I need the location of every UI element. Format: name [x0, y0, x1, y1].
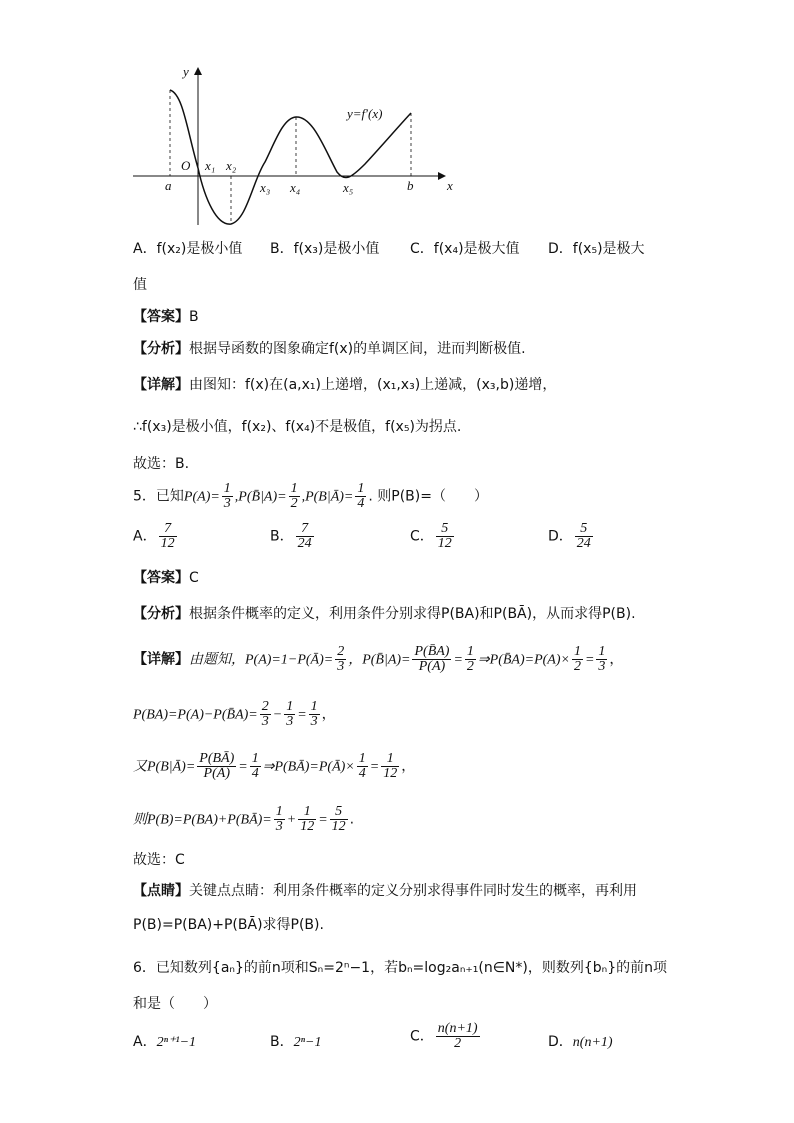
analysis-tag: 【分析】 [133, 341, 189, 357]
fraction: $\frac{5}{12}$ [331, 804, 346, 834]
q5-option-c[interactable]: C． $\frac{5}{12}$ [410, 521, 452, 551]
math-text: − [272, 707, 283, 723]
q4-detail-line-1 [133, 374, 556, 394]
math-text: = [584, 652, 595, 668]
q5-stem [133, 482, 488, 511]
point-a-label: a [165, 178, 172, 193]
point-x4-label: x₄ [290, 180, 301, 195]
fraction: $\frac{1}{3}$ [223, 481, 231, 511]
detail-text: 由图知：f(x)在(a,x₁)上递增，(x₁,x₃)上递减，(x₃,b)递增， [189, 377, 557, 393]
math-text: 又P(B|Ā)= [133, 759, 196, 775]
fraction: $\frac{1}{12}$ [300, 804, 315, 834]
q4-option-d[interactable] [548, 238, 645, 258]
math-text: P(BA)=P(A)−P(B̄A)= [133, 707, 258, 723]
q6-stem-1 [133, 957, 667, 977]
fraction: $\frac{1}{12}$ [383, 751, 398, 781]
q5-choice: 故选：C [133, 852, 185, 868]
math-text: + [286, 812, 297, 828]
math-text: 由题知，P(A)=1−P(Ā)= [189, 652, 334, 668]
detail-tag: 【详解】 [133, 377, 189, 393]
analysis-text: 根据条件概率的定义，利用条件分别求得P(BA)和P(BĀ)，从而求得P(B). [189, 606, 636, 622]
math-text: = [318, 812, 328, 828]
point-x3-label: x₃ [260, 180, 271, 195]
fraction: $\frac{P(BĀ)}{P(Ā)}$ [199, 751, 235, 781]
q5-analysis [133, 603, 636, 623]
q6-option-b[interactable] [270, 1031, 321, 1051]
fraction: $\frac{P(B̄A)}{P(A)}$ [414, 644, 450, 674]
math-text: = [369, 759, 380, 775]
fraction: $\frac{2}{3}$ [337, 644, 345, 674]
q6-option-d[interactable] [548, 1031, 613, 1051]
math-text: 则P(B)=P(BA)+P(BĀ)= [133, 812, 272, 828]
math-text: ， [321, 706, 336, 723]
question-number: 6． [133, 960, 156, 976]
q4-option-d-wrap: 值 [133, 277, 147, 293]
option-text: f(x₅)是极大 [572, 241, 645, 257]
option-letter: A． [133, 241, 157, 257]
q6-option-c[interactable]: C． $\frac{n(n+1)}{2}$ [410, 1021, 478, 1051]
q4-option-c[interactable] [410, 238, 520, 258]
stem-part: P(A)= [183, 489, 220, 505]
option-text: n(n+1) [572, 1035, 613, 1050]
option-text: f(x₄)是极大值 [433, 241, 520, 257]
q5-answer [133, 567, 199, 587]
origin-label: O [181, 158, 191, 173]
q5-detail-line-2 [133, 700, 336, 729]
point-x5-label: x₅ [343, 180, 354, 195]
q5-key-point [133, 880, 637, 900]
option-letter: B． [270, 1034, 294, 1050]
fraction: $\frac{1}{4}$ [251, 751, 259, 781]
option-letter: D． [548, 1034, 573, 1050]
q5-option-d[interactable]: D． $\frac{5}{24}$ [548, 521, 591, 551]
stem-part: ,P(B|Ā)= [301, 489, 354, 505]
q6-option-a[interactable] [133, 1031, 196, 1051]
math-text: = [453, 652, 463, 668]
q4-analysis [133, 338, 526, 358]
option-letter: C． [410, 528, 434, 545]
math-text: ，P(B̄|A)= [348, 652, 411, 668]
option-letter: C． [410, 241, 434, 257]
q4-option-b[interactable] [270, 238, 379, 258]
math-text: ， [609, 651, 624, 668]
point-x1-label: x₁ [205, 158, 216, 173]
fraction: $\frac{1}{2}$ [290, 481, 298, 511]
math-text: = [238, 759, 248, 775]
point-x2-label: x₂ [226, 158, 237, 173]
key-text: 关键点点睛：利用条件概率的定义分别求得事件同时发生的概率，再利用 [189, 883, 637, 899]
fraction: $\frac{1}{3}$ [275, 804, 283, 834]
q5-detail-line-4 [133, 805, 354, 834]
option-letter: D． [548, 241, 573, 257]
q4-choice: 故选：B. [133, 456, 190, 472]
math-text: . [349, 811, 355, 828]
point-b-label: b [407, 178, 414, 193]
answer-tag: 【答案】 [133, 570, 189, 586]
q4-detail-line-2: ∴f(x₃)是极小值，f(x₂)、f(x₄)不是极值，f(x₅)为拐点. [133, 419, 462, 435]
q5-option-b[interactable]: B． $\frac{7}{24}$ [270, 521, 312, 551]
fraction: $\frac{1}{3}$ [598, 644, 606, 674]
q5-detail-line-3 [133, 752, 415, 781]
option-text: 2ⁿ⁺¹−1 [156, 1035, 197, 1050]
stem-part: . 则P(B)=（ ） [368, 488, 488, 505]
option-text: f(x₃)是极小值 [293, 241, 380, 257]
option-letter: D． [548, 528, 573, 545]
question-number: 5． [133, 488, 156, 505]
stem-part: ,P(B̄|A)= [234, 489, 287, 505]
analysis-tag: 【分析】 [133, 606, 189, 622]
math-text: ， [401, 758, 416, 775]
analysis-text: 根据导函数的图象确定f(x)的单调区间，进而判断极值. [189, 341, 526, 357]
q4-answer [133, 306, 199, 326]
fraction: $\frac{1}{3}$ [310, 699, 318, 729]
fraction: $\frac{1}{3}$ [286, 699, 294, 729]
fraction: $\frac{1}{4}$ [358, 751, 366, 781]
x-axis-label: x [447, 178, 453, 193]
answer-value: B [189, 309, 199, 325]
key-tag: 【点睛】 [133, 883, 189, 899]
option-letter: A． [133, 528, 157, 545]
math-text: = [297, 707, 307, 723]
option-letter: A． [133, 1034, 157, 1050]
answer-value: C [189, 570, 199, 586]
q6-stem-2: 和是（ ） [133, 996, 217, 1012]
q5-detail-line-1 [133, 645, 623, 674]
stem-text: 已知数列{aₙ}的前n项和Sₙ=2ⁿ−1，若bₙ=log₂aₙ₊₁(n∈N*)，则数列{bₙ}的前n项 [155, 960, 668, 976]
curve-label: y=f′(x) [347, 106, 383, 121]
option-text: f(x₂)是极小值 [156, 241, 243, 257]
math-text: ⇒P(B̄A)=P(A)× [477, 652, 570, 668]
q5-option-a[interactable]: A． $\frac{7}{12}$ [133, 521, 175, 551]
q4-option-a[interactable] [133, 238, 242, 258]
option-letter: B． [270, 241, 294, 257]
y-axis-label: y [183, 64, 189, 79]
fraction: $\frac{2}{3}$ [261, 699, 269, 729]
fraction: $\frac{1}{4}$ [357, 481, 365, 511]
math-text: ⇒P(BĀ)=P(Ā)× [262, 759, 355, 775]
fraction: $\frac{1}{2}$ [466, 644, 474, 674]
detail-tag: 【详解】 [133, 651, 189, 668]
option-letter: B． [270, 528, 294, 545]
option-text: 2ⁿ−1 [293, 1035, 322, 1050]
q5-key-point-2: P(B)=P(BA)+P(BĀ)求得P(B). [133, 917, 324, 933]
answer-tag: 【答案】 [133, 309, 189, 325]
derivative-graph [125, 60, 465, 230]
option-letter: C． [410, 1028, 434, 1045]
fraction: $\frac{1}{2}$ [573, 644, 581, 674]
stem-prefix: 已知 [155, 488, 184, 505]
